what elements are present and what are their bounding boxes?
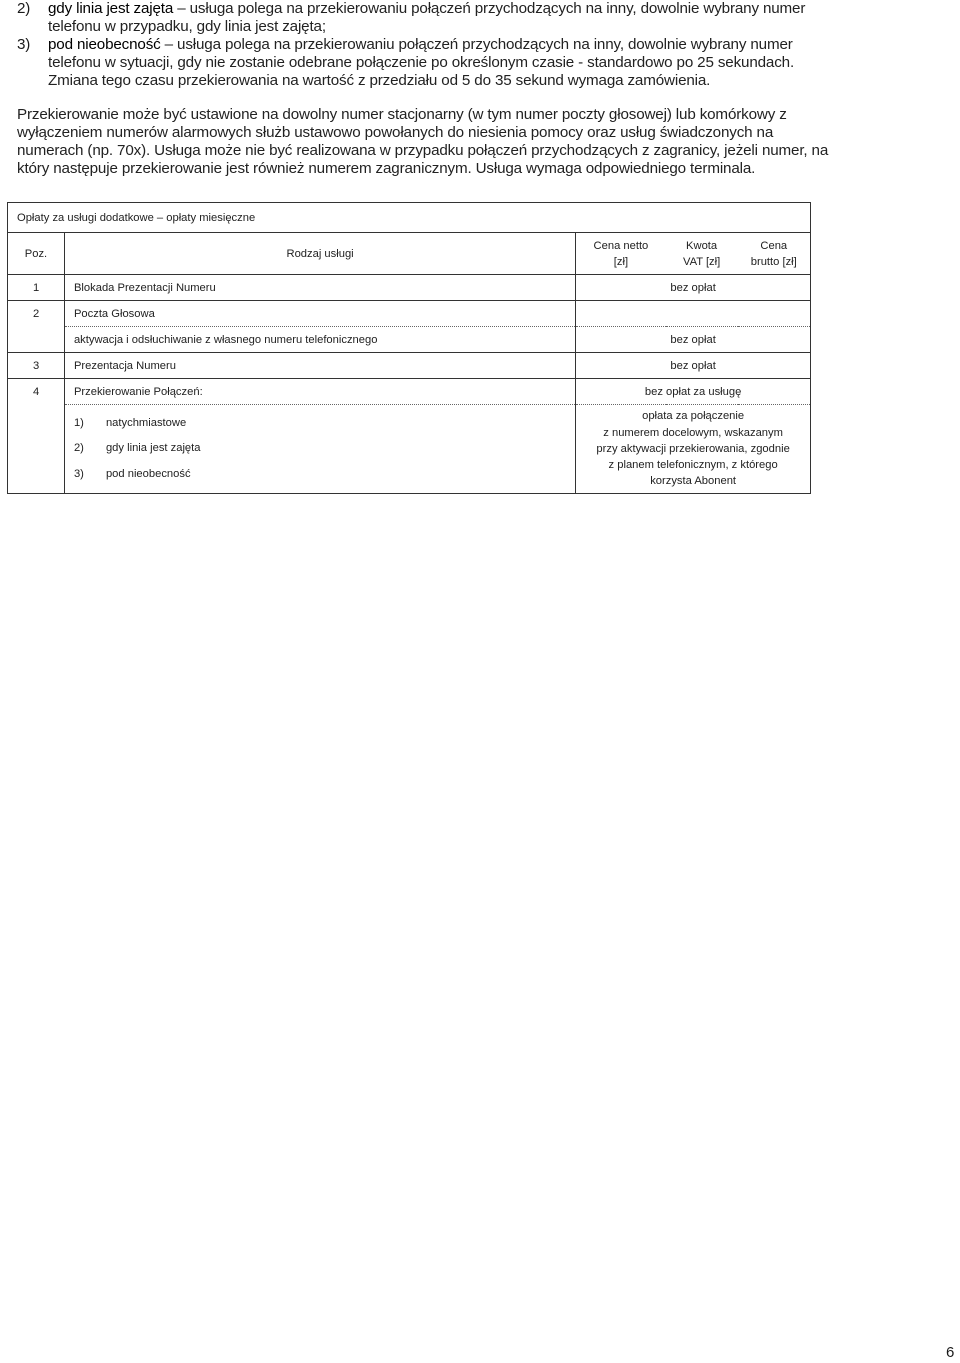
sub-items-cell	[64, 405, 575, 494]
list-description: – usługa polega na przekierowaniu połączeń przychodzących na inny, dowolnie wybrany numer	[173, 0, 806, 17]
header-vat-line: VAT [zł]	[682, 255, 721, 268]
header-net-line: Cena netto	[593, 239, 649, 252]
list-term: gdy linia jest zajęta	[48, 0, 174, 17]
header-gross-price	[738, 233, 811, 275]
list-description: telefonu w przypadku, gdy linia jest zajęta;	[48, 18, 326, 35]
table-row	[8, 327, 811, 353]
row-pos: 4	[8, 379, 65, 405]
note-line: korzysta Abonent	[650, 475, 737, 488]
note-line: opłata za połączenie	[642, 410, 745, 423]
sub-item	[74, 462, 575, 488]
sub-item-label: pod nieobecność	[105, 467, 191, 480]
list-description: – usługa polega na przekierowaniu połączeń przychodzących na inny, dowolnie wybrany numer	[160, 36, 793, 53]
list-number: 2)	[17, 0, 31, 17]
row-price: bez opłat	[576, 353, 811, 379]
sub-item-number: 2)	[73, 442, 84, 455]
row-service: Poczta Głosowa	[64, 301, 575, 327]
paragraph-line: numerach (np. 70x). Usługa może nie być realizowana w przypadku połączeń przychodzących z zagranicy, jeżeli numer, na	[17, 142, 829, 159]
table-row	[8, 301, 811, 327]
sub-item-number: 1)	[73, 416, 84, 429]
service-description-list	[17, 0, 957, 90]
row-pos: 2	[8, 301, 65, 327]
note-line: przy aktywacji przekierowania, zgodnie	[596, 442, 790, 455]
note-line: z planem telefonicznym, z którego	[608, 459, 778, 472]
sub-item	[74, 411, 575, 437]
list-number: 3)	[17, 36, 31, 53]
row-service: Przekierowanie Połączeń:	[64, 379, 575, 405]
sub-item-number: 3)	[73, 467, 84, 480]
row-pos: 3	[8, 353, 65, 379]
row-price	[576, 301, 811, 327]
table-row	[8, 405, 811, 494]
header-pos: Poz.	[8, 233, 65, 275]
forwarding-fee-note	[576, 405, 811, 494]
row-pos	[8, 327, 65, 353]
table-title: Opłaty za usługi dodatkowe – opłaty miesięczne	[8, 203, 811, 233]
table-row	[8, 379, 811, 405]
table-row	[8, 275, 811, 301]
header-net-line: [zł]	[613, 255, 629, 268]
list-description: telefonu w sytuacji, gdy nie zostanie odebrane połączenie po określonym czasie - standardowo po 25 sekundach.	[48, 54, 795, 71]
forwarding-paragraph	[17, 106, 957, 178]
paragraph-line: który następuje przekierowanie jest również numerem zagranicznym. Usługa wymaga odpowiedniego terminala.	[17, 160, 756, 177]
row-pos	[8, 405, 65, 494]
paragraph-line: wyłączeniem numerów alarmowych służb ustawowo powołanych do niesienia pomocy oraz usług świadczonych na	[17, 124, 774, 141]
sub-item-label: natychmiastowe	[105, 416, 187, 429]
row-price: bez opłat za usługę	[576, 379, 811, 405]
header-vat-line: Kwota	[686, 239, 718, 252]
list-term: pod nieobecność	[48, 36, 161, 53]
list-item	[17, 36, 957, 90]
page-number: 6	[946, 1344, 955, 1361]
sub-item-label: gdy linia jest zajęta	[105, 442, 201, 455]
paragraph-line: Przekierowanie może być ustawione na dowolny numer stacjonarny (w tym numer poczty głosowej) lub komórkowy z	[17, 106, 787, 123]
note-line: z numerem docelowym, wskazanym	[603, 426, 783, 439]
fees-table	[7, 202, 811, 494]
row-service: aktywacja i odsłuchiwanie z własnego numeru telefonicznego	[64, 327, 575, 353]
row-service: Prezentacja Numeru	[64, 353, 575, 379]
row-service: Blokada Prezentacji Numeru	[64, 275, 575, 301]
header-gross-line: brutto [zł]	[750, 255, 797, 268]
list-description: Zmiana tego czasu przekierowania na wartość z przedziału od 5 do 35 sekund wymaga zamówienia.	[48, 72, 711, 89]
table-row	[8, 353, 811, 379]
header-service: Rodzaj usługi	[64, 233, 575, 275]
header-gross-line: Cena	[760, 239, 788, 252]
header-net-price	[576, 233, 666, 275]
header-vat	[666, 233, 738, 275]
sub-item	[74, 436, 575, 462]
list-item	[17, 0, 957, 36]
row-price: bez opłat	[576, 275, 811, 301]
row-price: bez opłat	[576, 327, 811, 353]
row-pos: 1	[8, 275, 65, 301]
